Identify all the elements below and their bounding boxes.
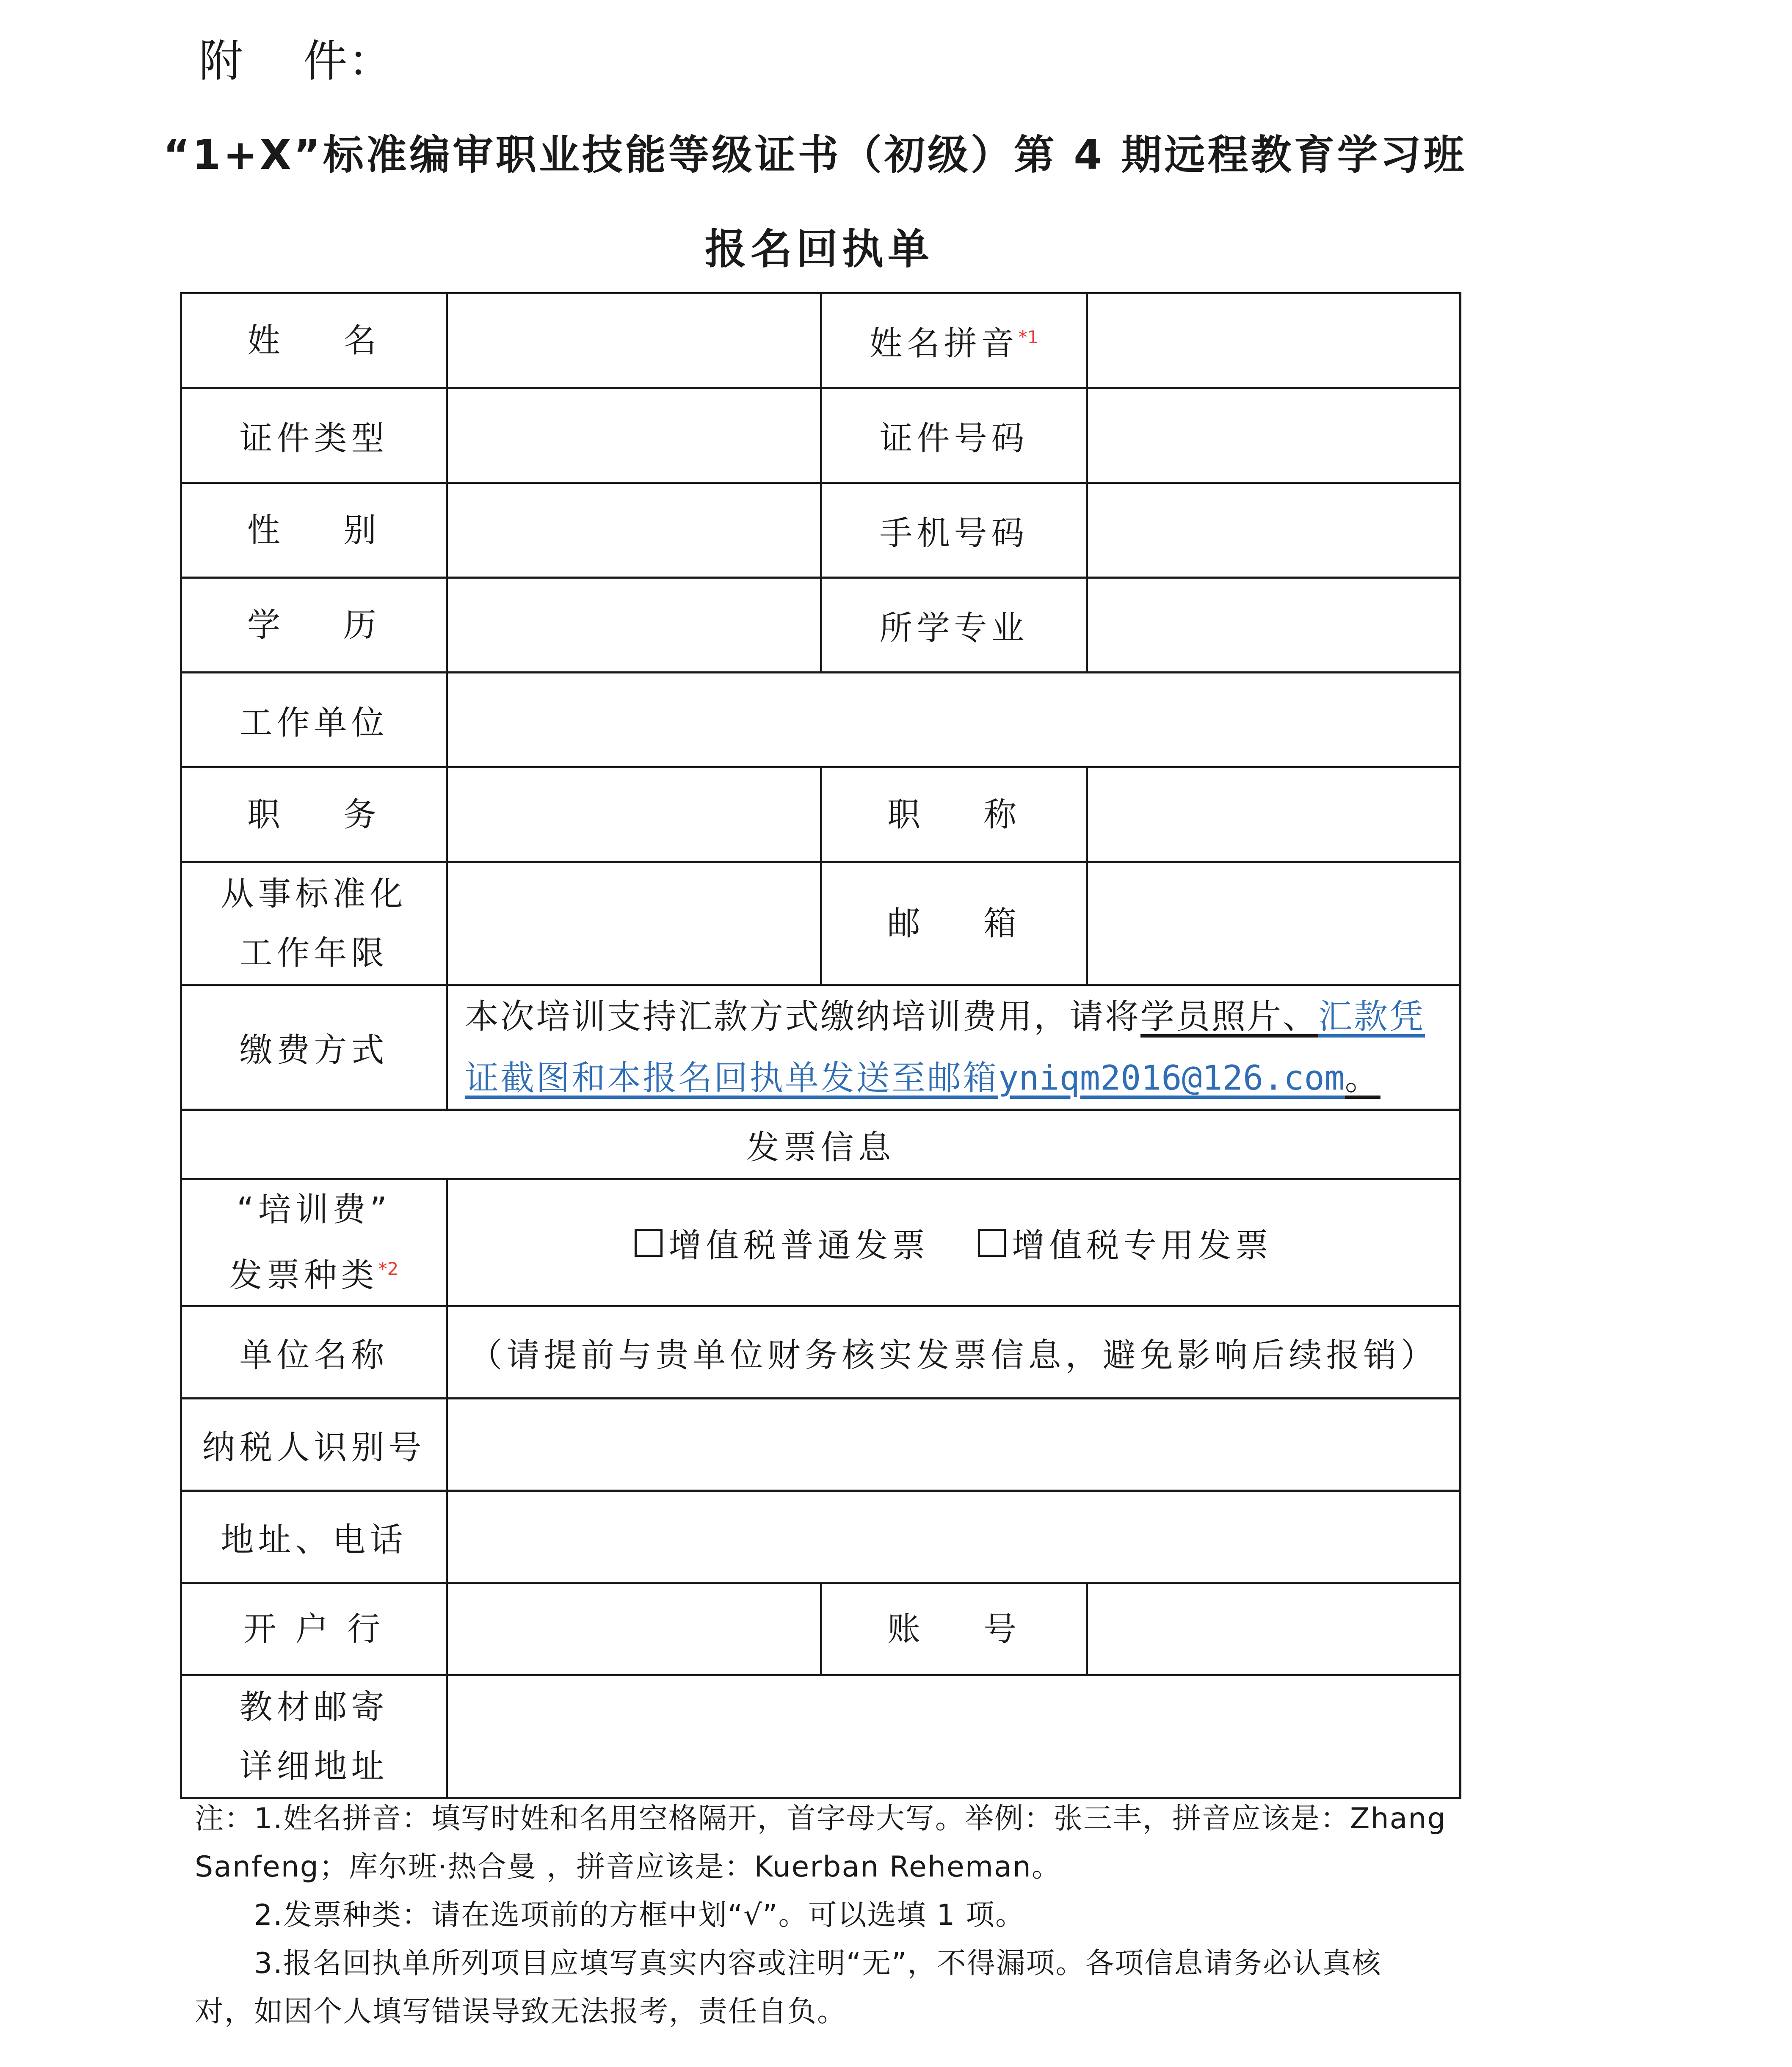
company-name-field[interactable]: （请提前与贵单位财务核实发票信息，避免影响后续报销） [447,1306,1461,1399]
position-label: 职 务 [181,767,447,862]
gender-label: 性 别 [181,483,447,578]
registration-form [180,292,1461,1799]
checkbox-icon[interactable] [978,1229,1006,1257]
phone-label: 手机号码 [821,483,1087,578]
account-label: 账 号 [821,1583,1087,1675]
bank-field[interactable] [447,1583,821,1675]
note-1-line-2: Sanfeng；库尔班·热合曼 ，拼音应该是：Kuerban Reheman。 [195,1850,1061,1884]
name-label: 姓 名 [181,293,447,388]
job-title-field[interactable] [1087,767,1461,862]
invoice-type-options [447,1179,1461,1306]
payment-instructions: 本次培训支持汇款方式缴纳培训费用，请将学员照片、汇款凭证截图和本报名回执单发送至邮箱yniqm2016@126.com。 [447,985,1461,1110]
bank-label: 开 户 行 [181,1583,447,1675]
invoice-footnote-mark: *2 [378,1258,399,1279]
checkbox-icon[interactable] [635,1229,663,1257]
invoice-section-header: 发票信息 [181,1110,1461,1179]
company-name-label: 单位名称 [181,1306,447,1399]
taxpayer-id-field[interactable] [447,1399,1461,1491]
notes-section [195,1795,1448,2036]
taxpayer-id-label: 纳税人识别号 [181,1399,447,1491]
document-title: “1+X”标准编审职业技能等级证书（初级）第 4 期远程教育学习班 [163,131,1467,179]
major-label: 所学专业 [821,578,1087,673]
phone-field[interactable] [1087,483,1461,578]
pinyin-footnote-mark: *1 [1018,326,1039,348]
address-phone-label: 地址、电话 [181,1491,447,1583]
name-field[interactable] [447,293,821,388]
pinyin-field[interactable] [1087,293,1461,388]
note-3-line-2: 对，如因个人填写错误导致无法报考，责任自负。 [195,1995,847,2028]
id-number-label: 证件号码 [821,388,1087,483]
major-field[interactable] [1087,578,1461,673]
document-subtitle: 报名回执单 [704,225,933,273]
mailing-address-field[interactable] [447,1675,1461,1798]
invoice-type-label: “培训费” 发票种类$^{*2}$ [181,1179,447,1306]
account-field[interactable] [1087,1583,1461,1675]
id-number-field[interactable] [1087,388,1461,483]
pinyin-label: 姓名拼音$^{*1}$ [821,293,1087,388]
education-field[interactable] [447,578,821,673]
email-field[interactable] [1087,862,1461,985]
note-1-line-1: 注：1.姓名拼音：填写时姓和名用空格隔开，首字母大写。举例：张三丰，拼音应该是：Zhang [195,1802,1447,1835]
position-field[interactable] [447,767,821,862]
note-3-line-1: 3.报名回执单所列项目应填写真实内容或注明“无”，不得漏项。各项信息请务必认真核 [254,1947,1382,1980]
note-2: 2.发票种类：请在选项前的方框中划“√”。可以选填 1 项。 [254,1899,1025,1932]
payment-email-link[interactable]: yniqm2016@126.com [998,1058,1345,1098]
invoice-option-general[interactable]: 增值税普通发票 [635,1219,929,1267]
id-type-field[interactable] [447,388,821,483]
work-years-label: 从事标准化 工作年限 [181,862,447,985]
mailing-address-label: 教材邮寄 详细地址 [181,1675,447,1798]
gender-field[interactable] [447,483,821,578]
payment-label: 缴费方式 [181,985,447,1110]
education-label: 学 历 [181,578,447,673]
attachment-label: 附 件： [199,35,393,87]
email-label: 邮 箱 [821,862,1087,985]
invoice-option-special[interactable]: 增值税专用发票 [978,1219,1273,1267]
employer-field[interactable] [447,673,1461,767]
address-phone-field[interactable] [447,1491,1461,1583]
id-type-label: 证件类型 [181,388,447,483]
work-years-field[interactable] [447,862,821,985]
job-title-label: 职 称 [821,767,1087,862]
employer-label: 工作单位 [181,673,447,767]
